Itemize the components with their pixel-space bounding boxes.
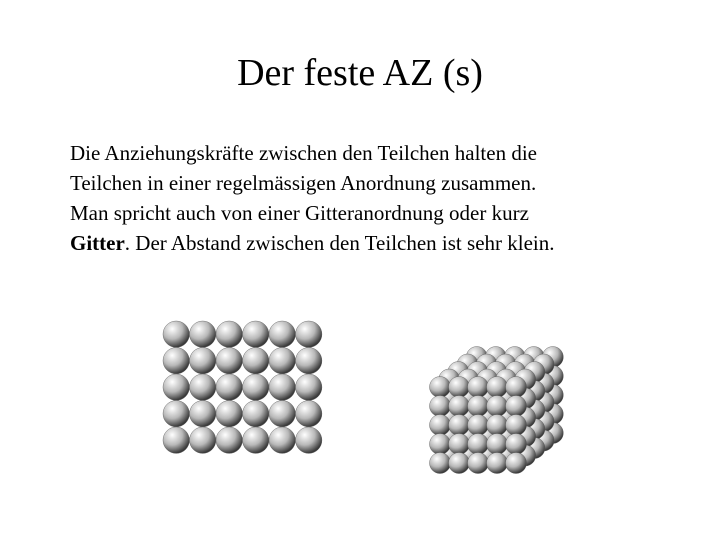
sphere (243, 348, 269, 374)
slide-title: Der feste AZ (s) (237, 52, 483, 94)
sphere (243, 427, 269, 453)
sphere (449, 377, 470, 398)
sphere (468, 453, 489, 474)
sphere (506, 453, 527, 474)
sphere (216, 321, 242, 347)
sphere (506, 396, 527, 417)
sphere (430, 396, 451, 417)
body-text (70, 138, 690, 258)
sphere (296, 374, 322, 400)
sphere (468, 377, 489, 398)
sphere (163, 427, 189, 453)
sphere (190, 321, 216, 347)
sphere (269, 374, 295, 400)
sphere (163, 321, 189, 347)
sphere (269, 321, 295, 347)
sphere (487, 377, 508, 398)
sphere (190, 348, 216, 374)
sphere (449, 434, 470, 455)
flat-lattice-illustration (162, 320, 326, 456)
sphere (190, 374, 216, 400)
sphere (449, 415, 470, 436)
sphere (449, 453, 470, 474)
sphere (163, 401, 189, 427)
sphere (430, 377, 451, 398)
sphere (216, 348, 242, 374)
sphere (468, 434, 489, 455)
sphere (506, 377, 527, 398)
sphere (216, 374, 242, 400)
body-line-4 (70, 228, 690, 258)
sphere (296, 348, 322, 374)
sphere (487, 396, 508, 417)
term-gitter: Gitter (70, 231, 125, 255)
sphere (487, 434, 508, 455)
sphere (430, 415, 451, 436)
sphere (163, 374, 189, 400)
sphere (296, 401, 322, 427)
sphere (506, 434, 527, 455)
body-line-2: Teilchen in einer regelmässigen Anordnung zusammen. (70, 171, 537, 195)
sphere (269, 427, 295, 453)
cube-lattice-illustration (420, 290, 620, 500)
body-line-1: Die Anziehungskräfte zwischen den Teilchen halten die (70, 141, 537, 165)
sphere (216, 401, 242, 427)
sphere (269, 401, 295, 427)
body-line-3: Man spricht auch von einer Gitteranordnung oder kurz (70, 201, 529, 225)
sphere (506, 415, 527, 436)
sphere (163, 348, 189, 374)
sphere (269, 348, 295, 374)
sphere (449, 396, 470, 417)
sphere (296, 427, 322, 453)
sphere (243, 374, 269, 400)
sphere (243, 401, 269, 427)
body-line-4-rest: . Der Abstand zwischen den Teilchen ist sehr klein. (124, 231, 555, 255)
sphere (487, 415, 508, 436)
sphere (468, 415, 489, 436)
sphere (243, 321, 269, 347)
sphere (296, 321, 322, 347)
sphere (190, 401, 216, 427)
sphere (487, 453, 508, 474)
sphere (430, 434, 451, 455)
sphere (190, 427, 216, 453)
sphere (430, 453, 451, 474)
sphere (468, 396, 489, 417)
sphere (216, 427, 242, 453)
